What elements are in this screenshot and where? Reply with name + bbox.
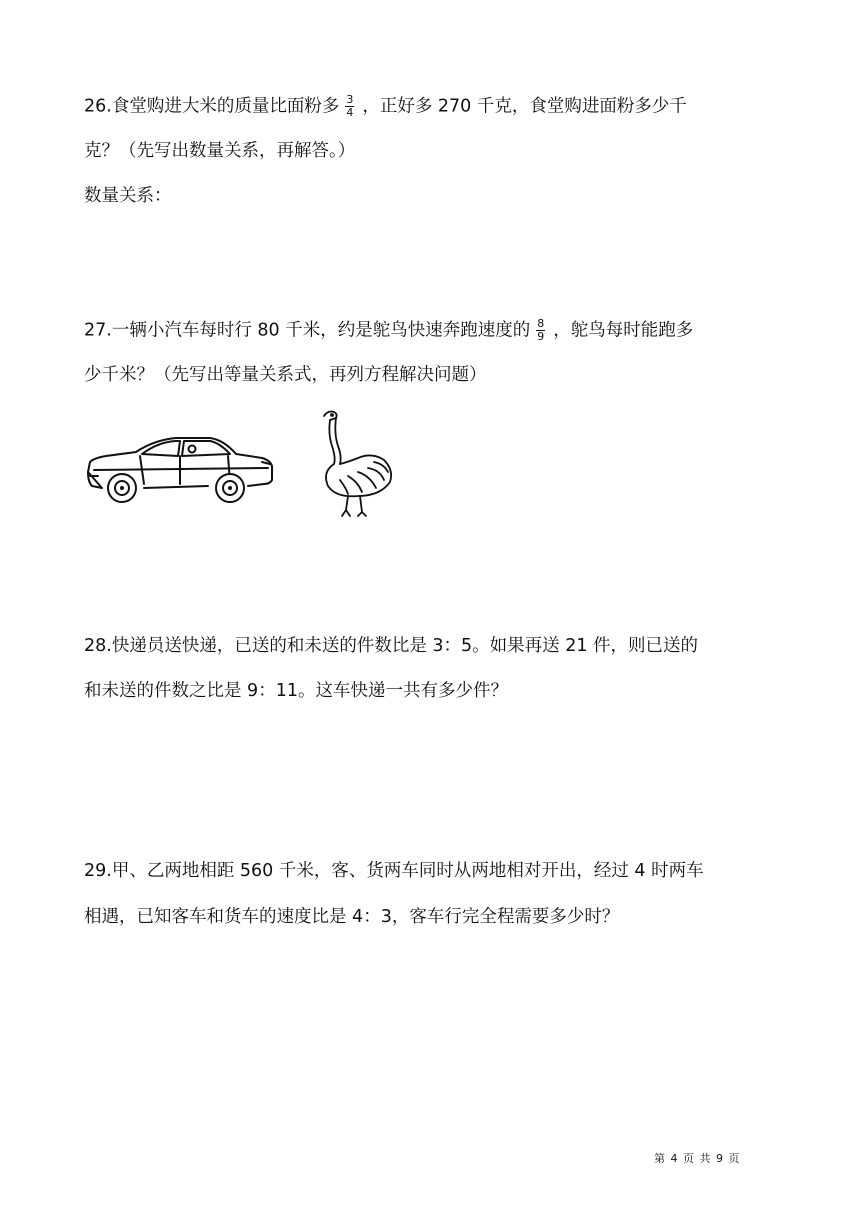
q28-line2: 和未送的件数之比是 9：11。这车快递一共有多少件？ [84, 681, 508, 701]
q29-line1: 29.甲、乙两地相距 560 千米，客、货两车同时从两地相对开出，经过 4 时两车 [84, 861, 704, 881]
q27-line2: 少千米？（先写出等量关系式，再列方程解决问题） [84, 365, 487, 385]
q26-line2: 克？（先写出数量关系，再解答。） [84, 141, 356, 161]
q26-relation-label: 数量关系： [84, 186, 172, 206]
q27-text-a: 27.一辆小汽车每时行 80 千米，约是鸵鸟快速奔跑速度的 [84, 320, 531, 341]
q27-fraction-numerator: 8 [537, 317, 545, 330]
ostrich-image [318, 406, 396, 520]
q26-line1 [84, 94, 687, 119]
q28-line1: 28.快递员送快递，已送的和未送的件数比是 3：5。如果再送 21 件，则已送的 [84, 636, 699, 656]
page-footer: 第 4 页 共 9 页 [654, 1152, 741, 1165]
q26-fraction-denominator: 4 [346, 106, 354, 119]
q26-fraction [345, 94, 354, 119]
car-image [84, 432, 276, 506]
q26-text-b: ，正好多 270 千克，食堂购进面粉多少千 [362, 96, 687, 117]
q26-text-a: 26.食堂购进大米的质量比面粉多 [84, 96, 340, 117]
q27-fraction [536, 318, 545, 343]
q27-fraction-denominator: 9 [537, 330, 545, 343]
q27-line1 [84, 318, 693, 343]
q27-text-b: ，鸵鸟每时能跑多 [553, 320, 694, 341]
q29-line2: 相遇，已知客车和货车的速度比是 4：3，客车行完全程需要多少时？ [84, 907, 620, 927]
q26-fraction-numerator: 3 [346, 93, 354, 106]
